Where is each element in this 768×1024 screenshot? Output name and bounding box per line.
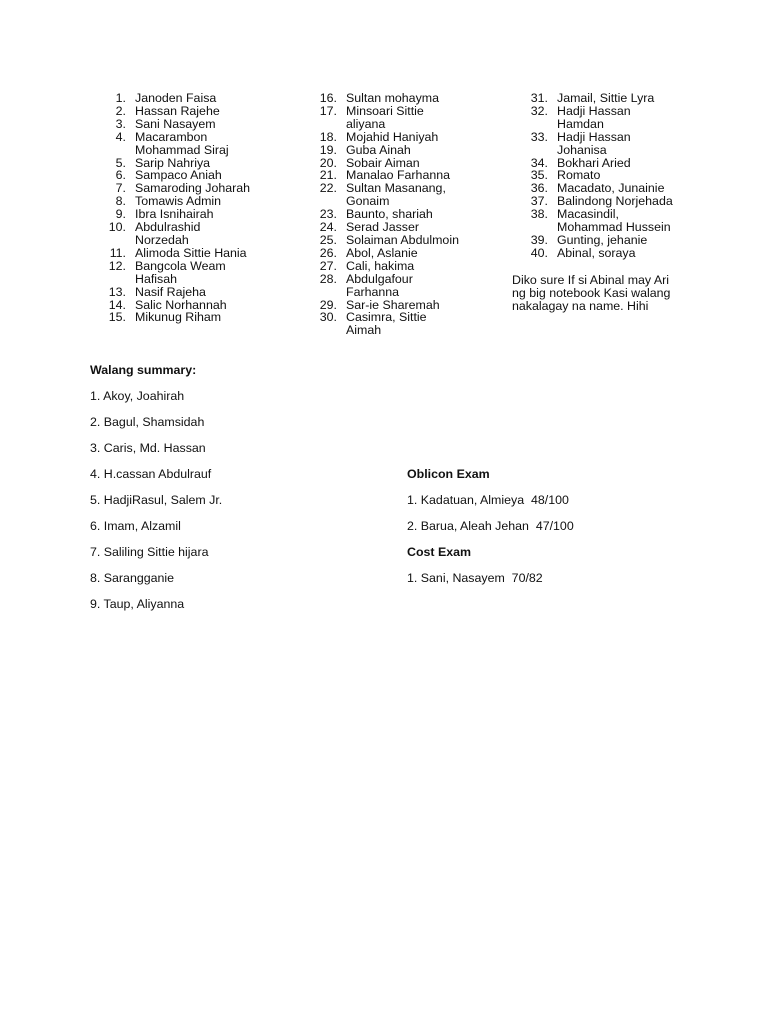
numbered-list: [100, 92, 275, 324]
list-item: [311, 131, 471, 144]
list-item: [100, 311, 275, 324]
list-item: [311, 234, 471, 247]
item-name: Bangcola Weam Hafisah: [135, 258, 226, 286]
cost-exam-heading: Cost Exam: [407, 545, 472, 559]
item-name: Guba Ainah: [346, 142, 411, 157]
item-number: 5.: [115, 155, 126, 170]
item-number: 22.: [319, 181, 337, 196]
item-number: 23.: [319, 207, 337, 222]
item-name: Salic Norhannah: [135, 297, 227, 312]
item-name: Serad Jasser: [346, 220, 420, 235]
item-name: Baunto, shariah: [346, 207, 433, 222]
list-item: [100, 131, 275, 157]
item-name: Sar-ie Sharemah: [346, 297, 440, 312]
item-number: 25.: [319, 232, 337, 247]
item-number: 39.: [530, 232, 548, 247]
list-item: 7. Saliling Sittie hijara: [90, 545, 209, 559]
numbered-list: [311, 92, 471, 337]
item-number: 2.: [115, 103, 126, 118]
item-name: Manalao Farhanna: [346, 168, 451, 183]
item-number: 27.: [319, 258, 337, 273]
exam-results-section: [407, 467, 574, 597]
item-number: 4.: [115, 129, 126, 144]
item-name: Cali, hakima: [346, 258, 415, 273]
item-number: 7.: [115, 181, 126, 196]
item-number: 37.: [530, 194, 548, 209]
item-name: Sarip Nahriya: [135, 155, 211, 170]
list-item: [100, 118, 275, 131]
list-item: 2. Bagul, Shamsidah: [90, 415, 205, 429]
item-number: 3.: [115, 116, 126, 131]
list-item: [100, 105, 275, 118]
student-list-column-1: [100, 92, 275, 324]
item-name: Hadji Hassan Johanisa: [557, 129, 631, 157]
list-item: [522, 131, 682, 157]
exam-result: 2. Barua, Aleah Jehan 47/100: [407, 519, 574, 533]
item-name: Abdulrashid Norzedah: [135, 220, 201, 247]
list-item: 4. H.cassan Abdulrauf: [90, 467, 212, 481]
list-item: [311, 260, 471, 273]
list-item: 3. Caris, Md. Hassan: [90, 441, 206, 455]
item-number: 20.: [319, 155, 337, 170]
item-number: 21.: [319, 168, 337, 183]
exam-result: 1. Kadatuan, Almieya 48/100: [407, 493, 569, 507]
item-number: 11.: [109, 245, 126, 260]
item-name: Minsoari Sittie aliyana: [346, 103, 424, 131]
item-number: 15.: [108, 310, 126, 325]
item-number: 14.: [108, 297, 126, 312]
item-number: 34.: [530, 155, 548, 170]
item-name: Abinal, soraya: [557, 245, 636, 260]
list-item: 6. Imam, Alzamil: [90, 519, 181, 533]
list-item: [311, 105, 471, 131]
item-name: Sampaco Aniah: [135, 168, 222, 183]
list-item: [311, 311, 471, 337]
item-name: Solaiman Abdulmoin: [346, 232, 459, 247]
item-number: 6.: [115, 168, 126, 183]
item-number: 31.: [530, 91, 548, 105]
item-number: 32.: [530, 103, 548, 118]
item-name: Ibra Isnihairah: [135, 207, 214, 222]
item-name: Jamail, Sittie Lyra: [557, 91, 655, 105]
item-number: 1.: [115, 91, 126, 105]
item-number: 30.: [319, 310, 337, 325]
student-list-column-3: [522, 92, 682, 260]
list-item: [522, 208, 682, 234]
item-number: 36.: [530, 181, 548, 196]
list-item: [311, 144, 471, 157]
item-name: Nasif Rajeha: [135, 284, 206, 299]
exam-result: 1. Sani, Nasayem 70/82: [407, 571, 543, 585]
list-item: [100, 286, 275, 299]
list-item: 8. Sarangganie: [90, 571, 175, 585]
item-name: Sani Nasayem: [135, 116, 216, 131]
item-number: 19.: [319, 142, 337, 157]
item-name: Romato: [557, 168, 601, 183]
item-number: 18.: [319, 129, 337, 144]
walang-summary-section: [90, 363, 222, 623]
item-name: Sultan mohayma: [346, 91, 439, 105]
item-number: 24.: [319, 220, 337, 235]
item-name: Janoden Faisa: [135, 91, 217, 105]
item-number: 12.: [108, 258, 126, 273]
item-name: Sultan Masanang, Gonaim: [346, 181, 446, 209]
item-number: 40.: [530, 245, 548, 260]
item-name: Mikunug Riham: [135, 310, 222, 325]
list-item: 5. HadjiRasul, Salem Jr.: [90, 493, 223, 507]
item-name: Abol, Aslanie: [346, 245, 418, 260]
list-item: [522, 234, 682, 247]
student-list-column-2: [311, 92, 471, 337]
item-name: Hadji Hassan Hamdan: [557, 103, 631, 131]
item-number: 8.: [115, 194, 126, 209]
item-name: Abdulgafour Farhanna: [346, 271, 413, 299]
list-item: [100, 92, 275, 105]
list-item: [311, 92, 471, 105]
item-name: Macarambon Mohammad Siraj: [135, 129, 229, 157]
item-number: 33.: [530, 129, 548, 144]
oblicon-exam-heading: Oblicon Exam: [407, 467, 490, 481]
item-name: Balindong Norjehada: [557, 194, 673, 209]
list-item: [100, 247, 275, 260]
item-name: Gunting, jehanie: [557, 232, 648, 247]
item-name: Samaroding Joharah: [135, 181, 251, 196]
list-item: [100, 221, 275, 247]
item-name: Macadato, Junainie: [557, 181, 665, 196]
item-name: Macasindil, Mohammad Hussein: [557, 207, 671, 235]
walang-summary-heading: Walang summary:: [90, 363, 197, 377]
item-number: 16.: [319, 91, 337, 105]
item-number: 9.: [115, 207, 126, 222]
item-name: Casimra, Sittie Aimah: [346, 310, 427, 338]
item-name: Sobair Aiman: [346, 155, 420, 170]
item-number: 10.: [108, 220, 126, 235]
list-item: [311, 182, 471, 208]
item-name: Alimoda Sittie Hania: [135, 245, 247, 260]
item-number: 17.: [319, 103, 337, 118]
list-item: [522, 105, 682, 131]
item-name: Mojahid Haniyah: [346, 129, 439, 144]
item-name: Tomawis Admin: [135, 194, 222, 209]
item-number: 35.: [530, 168, 548, 183]
item-name: Bokhari Aried: [557, 155, 631, 170]
item-number: 28.: [319, 271, 337, 286]
list-item: 9. Taup, Aliyanna: [90, 597, 185, 611]
item-number: 13.: [108, 284, 126, 299]
list-item: [522, 247, 682, 260]
item-name: Hassan Rajehe: [135, 103, 220, 118]
item-number: 29.: [319, 297, 337, 312]
notebook-note: Diko sure If si Abinal may Ari ng big notebook Kasi walang nakalagay na name. Hihi: [512, 273, 671, 313]
item-number: 38.: [530, 207, 548, 222]
list-item: [311, 273, 471, 299]
numbered-list: [522, 92, 682, 260]
list-item: [100, 260, 275, 286]
item-number: 26.: [319, 245, 337, 260]
list-item: [311, 247, 471, 260]
list-item: [522, 92, 682, 105]
list-item: 1. Akoy, Joahirah: [90, 389, 185, 403]
